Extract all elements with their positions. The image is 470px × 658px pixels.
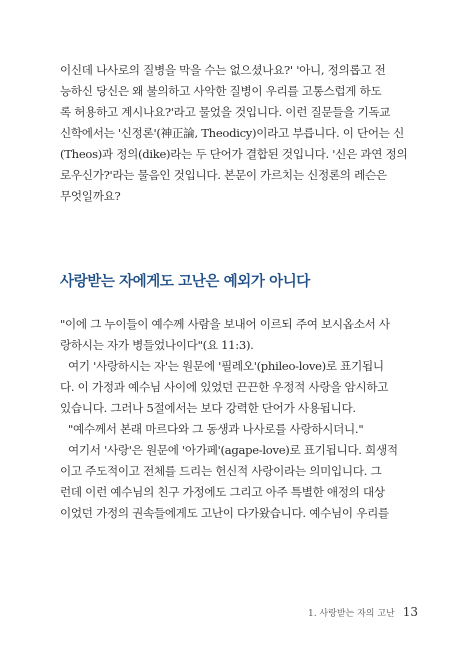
text-line: 신학에서는 '신정론'(神正論, Theodicy)이라고 부릅니다. 이 단어는 신	[60, 126, 404, 140]
running-chapter-title: 1. 사랑받는 자의 고난	[307, 609, 395, 619]
text-line: 무엇일까요?	[60, 189, 121, 203]
text-line: 록 허용하고 계시나요?'라고 물었을 것입니다. 이런 질문들을 기독교	[60, 105, 391, 119]
text-line: (Theos)과 정의(dike)라는 두 단어가 결합된 것입니다. '신은 과연 정의	[60, 147, 408, 161]
text-line: 이고 주도적이고 전체를 드리는 헌신적 사랑이라는 의미입니다. 그	[60, 464, 382, 478]
text-line: "예수께서 본래 마르다와 그 동생과 나사로를 사랑하시더니."	[68, 422, 364, 436]
text-line: 능하신 당신은 왜 불의하고 사악한 질병이 우리를 고통스럽게 하도	[60, 84, 382, 98]
text-line: 여기 '사랑하시는 자'는 원문에 '필레오'(phileo-love)로 표기됩니	[68, 359, 384, 373]
section-heading: 사랑받는 자에게도 고난은 예외가 아니다	[60, 274, 310, 290]
text-line: "이에 그 누이들이 예수께 사람을 보내어 이르되 주여 보시옵소서 사	[60, 317, 390, 331]
page-number: 13	[402, 605, 418, 619]
text-line: 이신데 나사로의 질병을 막을 수는 없으셨나요?' '아니, 정의롭고 전	[60, 63, 386, 77]
text-line: 랑하시는 자가 병들었나이다"(요 11:3).	[60, 338, 254, 352]
text-line: 이었던 가정의 권속들에게도 고난이 다가왔습니다. 예수님이 우리를	[60, 506, 389, 520]
text-line: 다. 이 가정과 예수님 사이에 있었던 끈끈한 우정적 사랑을 암시하고	[60, 380, 389, 394]
body-paragraph	[60, 314, 431, 524]
text-line: 여기서 '사랑'은 원문에 '아가페'(agape-love)로 표기됩니다. 희생적	[68, 443, 398, 457]
text-line: 로우신가?'라는 물음인 것입니다. 본문이 가르치는 신정론의 레슨은	[60, 168, 387, 182]
intro-paragraph	[60, 60, 431, 207]
page-footer	[308, 605, 418, 619]
text-line: 런데 이런 예수님의 친구 가정에도 그리고 아주 특별한 애정의 대상	[60, 485, 385, 499]
text-line: 있습니다. 그러나 5절에서는 보다 강력한 단어가 사용됩니다.	[60, 401, 356, 415]
